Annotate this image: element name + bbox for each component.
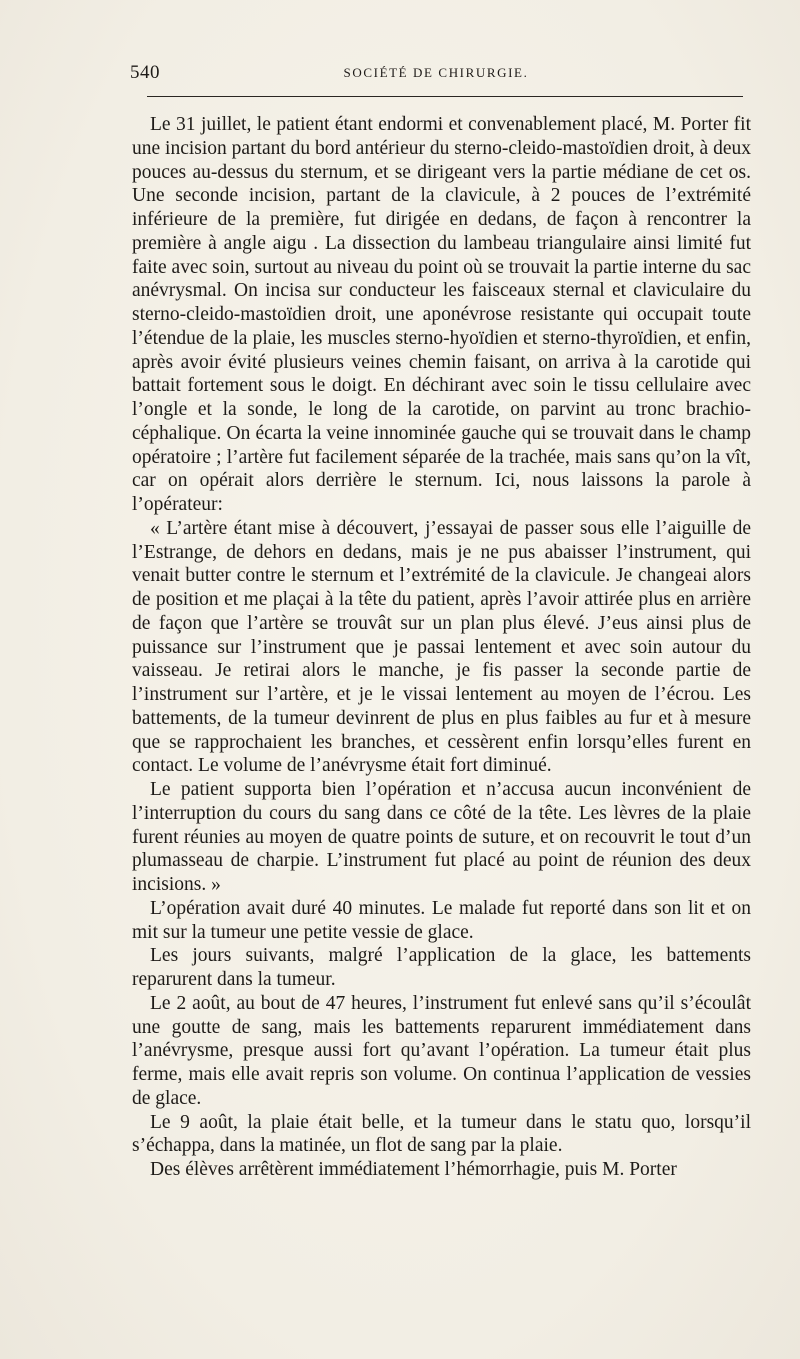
paragraph: Des élèves arrêtèrent immédiatement l’hémorrhagie, puis M. Porter [150,1159,677,1180]
paragraph: Le 9 août, la plaie était belle, et la tumeur dans le statu quo, lorsqu’il s’échappa, dans la matinée, un flot de sang par la plaie. [132,1111,751,1157]
body-text [132,113,751,1182]
paragraph: Le patient supporta bien l’opération et n’accusa aucun inconvénient de l’interruption du cours du sang dans ce côté de la tête. Les lèvres de la plaie furent réunies au moyen de quatre points de suture, et on recouvrit le tout d’un plumasseau de charpie. L’instrument fut placé au point de réunion des deux incisions. » [132,779,751,895]
paragraph: « L’artère étant mise à découvert, j’essayai de passer sous elle l’aiguille de l’Estrange, de dehors en dedans, mais je ne pus abaisser l’instrument, qui venait butter contre le sternum et l’extrémité de la clavicule. Je changeai alors de position et me plaçai à la tête du patient, après l’avoir attirée plus en arrière de façon que l’artère se trouvât sur un plan plus élevé. J’eus ainsi plus de puissance sur l’instrument que je passai lentement et avec soin autour du vaisseau. Je retirai alors le manche, je fis passer la seconde partie de l’instrument sur l’artère, et je le vissai lentement au moyen de l’écrou. Les battements, de la tumeur devinrent de plus en plus faibles au fur et à mesure que se rapprochaient les branches, et cessèrent enfin lorsqu’elles furent en contact. Le volume de l’anévrysme était fort diminué. [132,517,751,777]
paragraph: Le 31 juillet, le patient étant endormi et convenablement placé, M. Porter fit une incision partant du bord antérieur du sterno-cleido-mastoïdien droit, à deux pouces au-dessus du sternum, et se dirigeant vers la partie médiane de cet os. Une seconde incision, partant de la clavicule, à 2 pouces de l’extrémité inférieure de la première, fut dirigée en dedans, de façon à rencontrer la première à angle aigu . La dissection du lambeau triangulaire ainsi limité fut faite avec soin, surtout au niveau du point où se trouvait la partie interne du sac anévrysmal. On incisa sur conducteur les faisceaux sternal et claviculaire du sterno-cleido-mastoïdien droit, une aponévrose resistante qui occupait toute l’étendue de la plaie, les muscles sterno-hyoïdien et sterno-thyroïdien, et enfin, après avoir évité plusieurs veines chemin faisant, on arriva à la carotide qui battait fortement sous le doigt. En déchirant avec soin le tissu cellulaire avec l’ongle et la sonde, le long de la carotide, on parvint au tronc brachio-céphalique. On écarta la veine innominée gauche qui se trouvait dans le champ opératoire ; l’artère fut facilement séparée de la trachée, mais sans qu’on la vît, car on opérait alors derrière le sternum. Ici, nous laissons la parole à l’opérateur: [132,114,751,515]
paragraph: Les jours suivants, malgré l’application de la glace, les battements reparurent dans la tumeur. [132,945,751,990]
running-head: SOCIÉTÉ DE CHIRURGIE. [343,65,529,80]
page-number: 540 [130,62,160,83]
paragraph: Le 2 août, au bout de 47 heures, l’instrument fut enlevé sans qu’il s’écoulât une goutte de sang, mais les battements reparurent immédiatement dans l’anévrysme, presque aussi fort qu’avant l’opération. La tumeur était plus ferme, mais elle avait repris son volume. On continua l’application de vessies de glace. [132,992,751,1109]
page-header [130,62,742,86]
header-rule [147,96,743,97]
paragraph: L’opération avait duré 40 minutes. Le malade fut reporté dans son lit et on mit sur la tumeur une petite vessie de glace. [132,897,751,943]
